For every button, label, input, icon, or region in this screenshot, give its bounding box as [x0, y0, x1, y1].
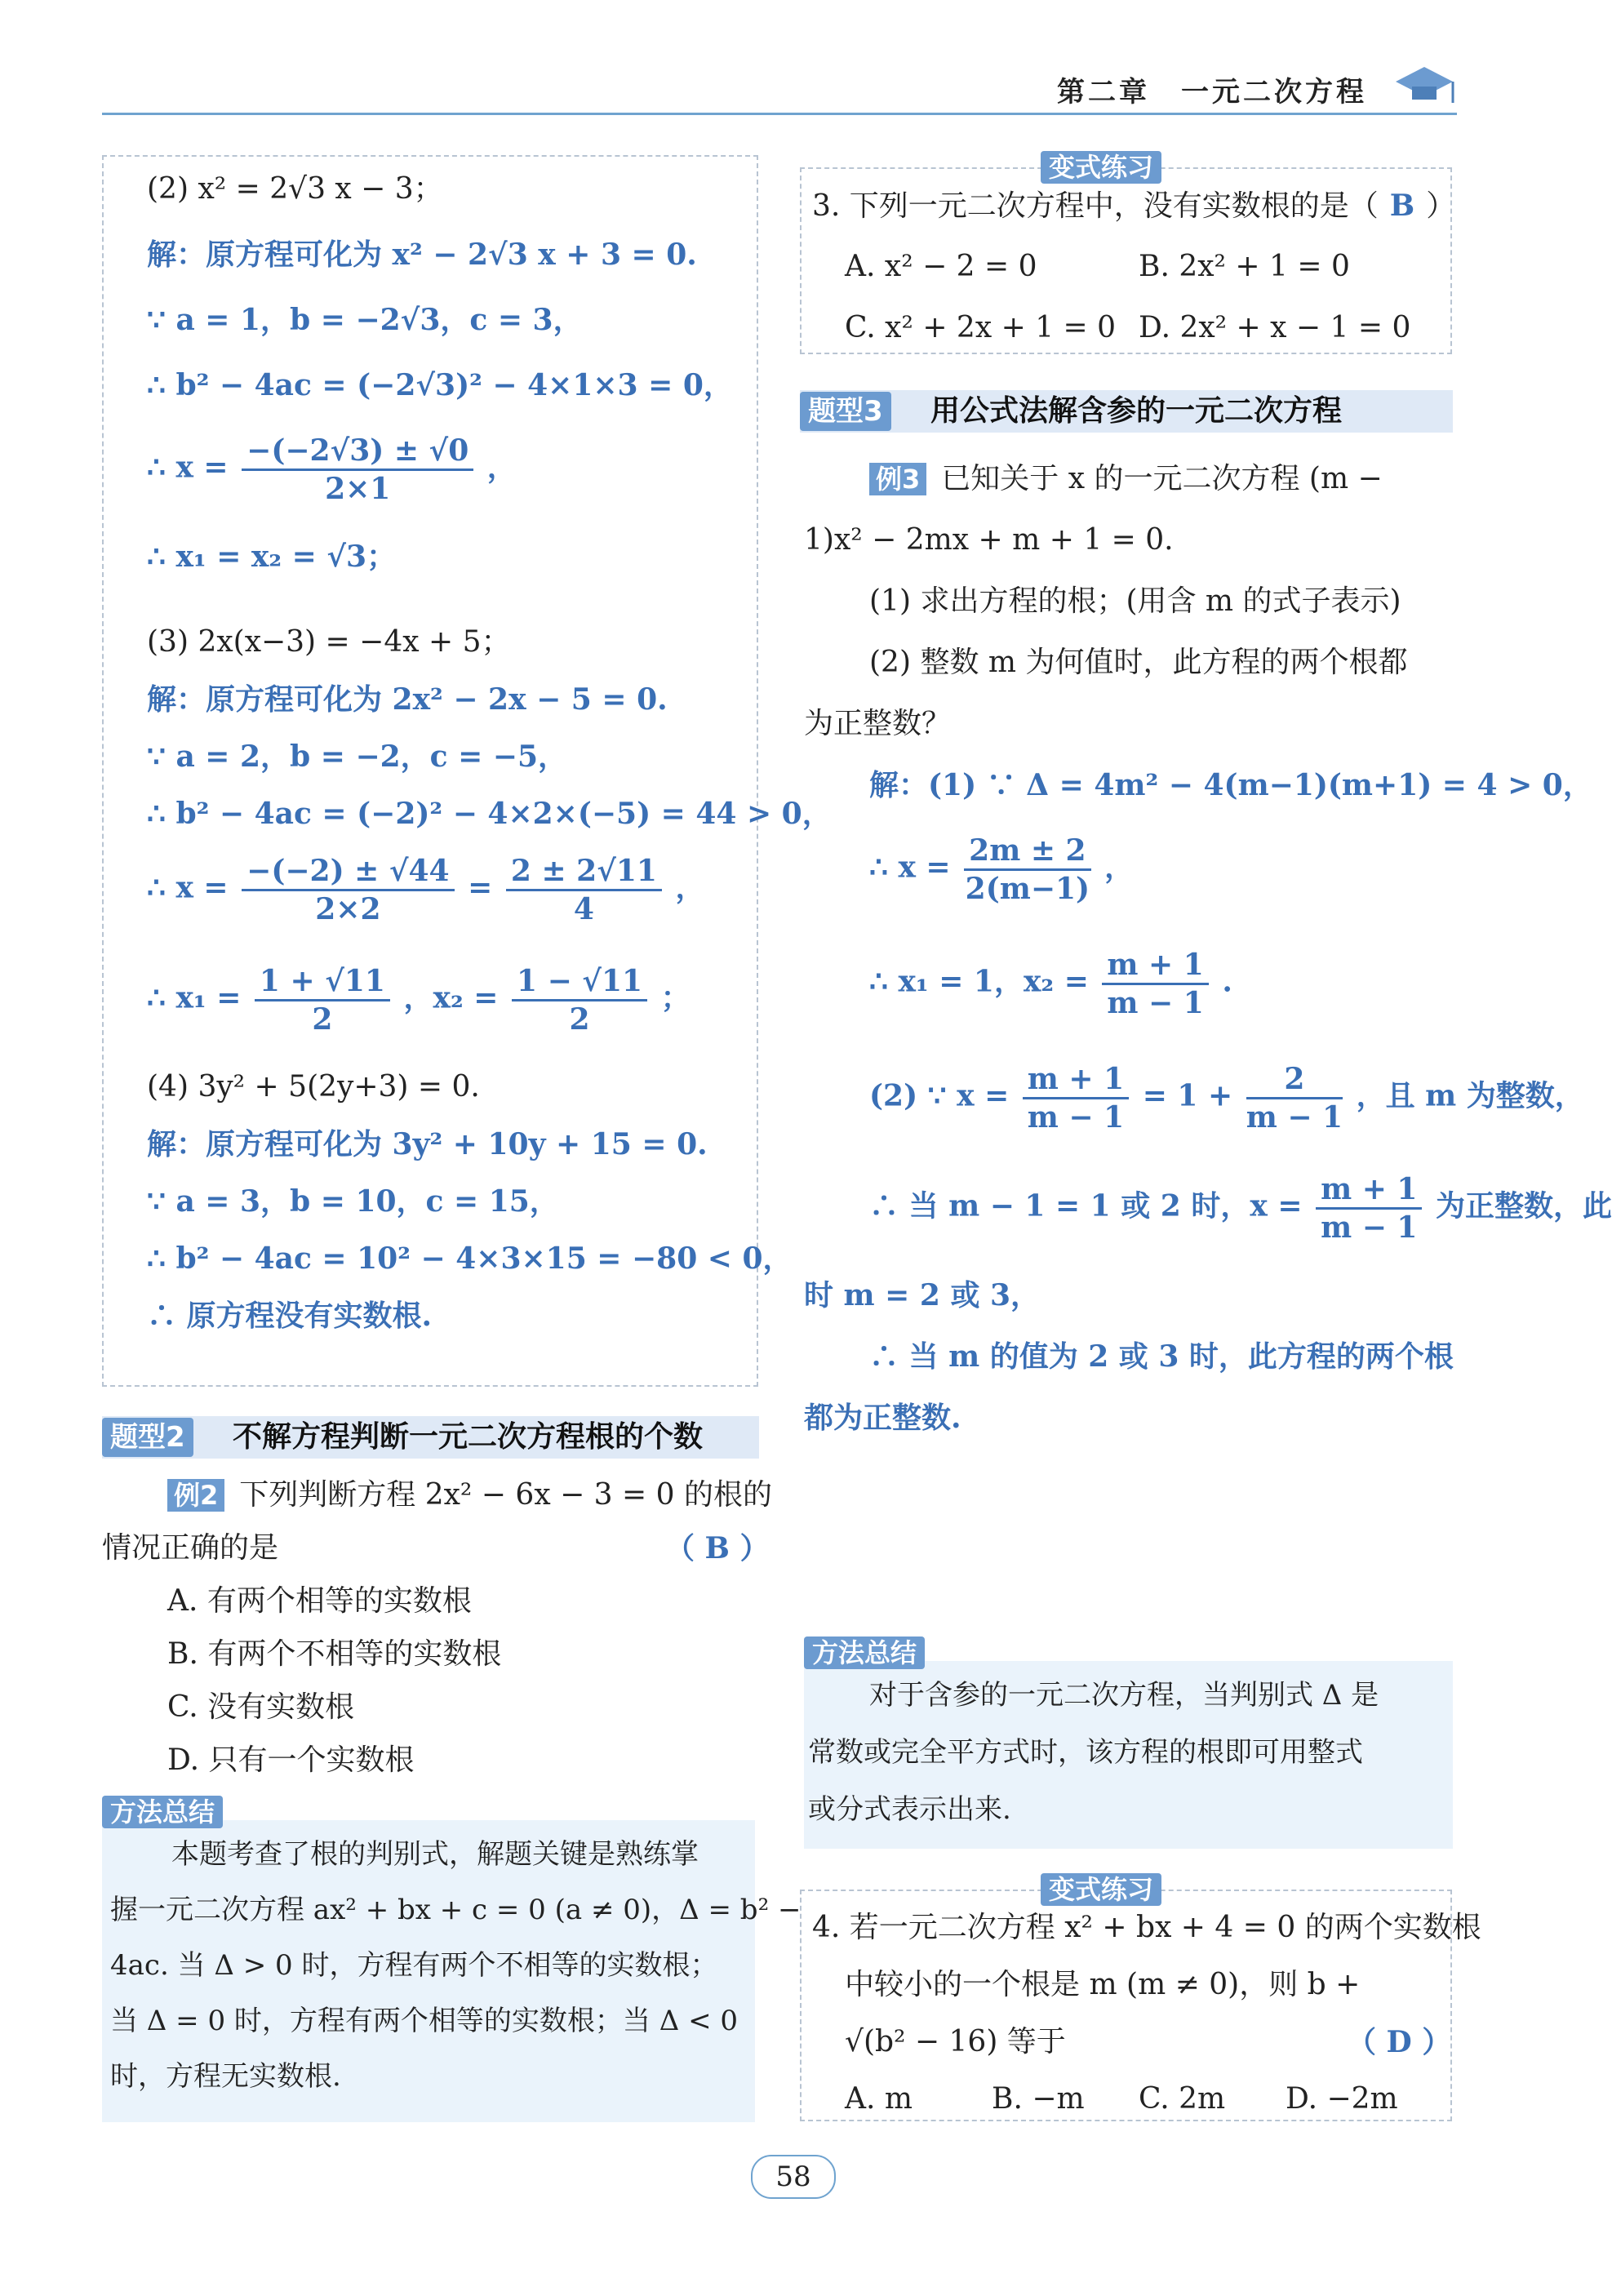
example3-s2-prefix: (2) ∵ x =	[869, 1078, 1010, 1113]
p3-frac2-denominator: 4	[573, 892, 594, 926]
variant4-option-a: A. m	[845, 2082, 913, 2116]
example3-x-numerator: 2m ± 2	[964, 833, 1090, 871]
p4-discriminant: ∴ b² − 4ac = 10² − 4×3×15 = −80 < 0，	[147, 1241, 793, 1276]
left-summary-line3: 4ac. 当 Δ > 0 时，方程有两个不相等的实数根；	[110, 1949, 718, 1982]
p3-root1-numerator: 1 + √11	[255, 963, 390, 1001]
example3-x-suffix: ，	[1104, 850, 1135, 885]
left-summary-line1: 本题考查了根的判别式，解题关键是熟练掌	[171, 1838, 699, 1871]
p2-discriminant: ∴ b² − 4ac = (−2√3)² − 4×1×3 = 0，	[147, 368, 733, 402]
example3-s5: ∴ 当 m 的值为 2 或 3 时，此方程的两个根	[869, 1339, 1454, 1374]
p3-x-prefix: ∴ x =	[147, 870, 229, 905]
example3-root-numerator: m + 1	[1102, 947, 1208, 985]
p3-frac1-numerator: −(−2) ± √44	[242, 853, 454, 891]
variant3-option-d: D. 2x² + x − 1 = 0	[1139, 311, 1411, 344]
p3-frac1-denominator: 2×2	[315, 892, 381, 926]
p4-title: (4) 3y² + 5(2y+3) = 0.	[147, 1070, 480, 1104]
type2-title: 不解方程判断一元二次方程根的个数	[233, 1420, 704, 1454]
chapter-title: 第二章 一元二次方程	[1057, 76, 1367, 109]
p3-root-prefix: ∴ x₁ =	[147, 980, 242, 1015]
p3-root2-numerator: 1 − √11	[512, 963, 647, 1001]
example2-answer: （ B ）	[665, 1531, 770, 1565]
p3-abc: ∵ a = 2，b = −2，c = −5，	[147, 739, 568, 774]
right-summary-line3: 或分式表示出来.	[808, 1793, 1011, 1826]
example2-stem-line1	[167, 1477, 772, 1513]
graduation-cap-icon	[1388, 49, 1461, 114]
left-summary-line4: 当 Δ = 0 时，方程有两个相等的实数根；当 Δ < 0	[110, 2005, 738, 2037]
left-summary-line5: 时，方程无实数根.	[110, 2060, 341, 2093]
example3-x-prefix: ∴ x =	[869, 850, 951, 885]
p3-x-suffix: ，	[675, 870, 705, 905]
example3-s6: 都为正整数.	[804, 1401, 961, 1435]
example3-s2-frac1-numerator: m + 1	[1023, 1061, 1129, 1099]
example3-root-suffix: .	[1222, 964, 1232, 999]
p2-x-numerator: −(−2√3) ± √0	[242, 433, 473, 471]
p3-root2-denominator: 2	[569, 1002, 590, 1037]
right-summary-line1: 对于含参的一元二次方程，当判别式 Δ 是	[869, 1679, 1379, 1712]
p2-abc: ∵ a = 1，b = −2√3，c = 3，	[147, 303, 583, 337]
p2-x-suffix: ，	[486, 450, 517, 485]
example3-s4: 时 m = 2 或 3，	[804, 1278, 1041, 1312]
p2-x-prefix: ∴ x =	[147, 450, 229, 485]
p2-roots: ∴ x₁ = x₂ = √3；	[147, 540, 397, 574]
p4-solution: 解：原方程可化为 3y² + 10y + 15 = 0.	[147, 1127, 708, 1161]
p2-solution: 解：原方程可化为 x² − 2√3 x + 3 = 0.	[147, 238, 697, 272]
p3-formula	[147, 853, 705, 927]
p3-title: (3) 2x(x−3) = −4x + 5；	[147, 625, 511, 659]
example3-q2b: 为正整数？	[804, 707, 952, 740]
left-summary-line2: 握一元二次方程 ax² + bx + c = 0 (a ≠ 0)，Δ = b² −	[110, 1894, 802, 1926]
example2-option-c: C. 没有实数根	[167, 1690, 355, 1724]
variant3-stem: 3. 下列一元二次方程中，没有实数根的是（	[812, 189, 1379, 223]
example3-s2-frac2-denominator: m − 1	[1246, 1100, 1343, 1135]
p3-root-suffix: ；	[660, 980, 691, 1015]
p4-abc: ∵ a = 3，b = 10，c = 15，	[147, 1184, 559, 1219]
header-rule	[102, 113, 1457, 115]
variant3-answer: B	[1389, 189, 1415, 223]
page-number: 58	[751, 2155, 836, 2199]
p3-solution: 解：原方程可化为 2x² − 2x − 5 = 0.	[147, 682, 668, 717]
example3-stem2: 1)x² − 2mx + m + 1 = 0.	[804, 523, 1174, 557]
variant4-answer: （ D ）	[1347, 2025, 1452, 2059]
example3-roots	[869, 947, 1232, 1021]
right-summary-badge: 方法总结	[804, 1637, 925, 1669]
example3-q2a: (2) 整数 m 为何值时，此方程的两个根都	[869, 646, 1408, 679]
example3-root-denominator: m − 1	[1107, 986, 1204, 1020]
example2-stem2: 情况正确的是	[102, 1531, 279, 1565]
example2-label: 例2	[167, 1479, 224, 1512]
type3-title: 用公式法解含参的一元二次方程	[930, 394, 1343, 428]
p2-formula	[147, 433, 517, 507]
right-summary-line2: 常数或完全平方式时，该方程的根即可用整式	[808, 1736, 1363, 1769]
example3-q1: (1) 求出方程的根；(用含 m 的式子表示)	[869, 584, 1401, 618]
example3-s3-denominator: m − 1	[1321, 1210, 1418, 1245]
example3-stem-line1	[869, 461, 1383, 497]
example3-root-prefix: ∴ x₁ = 1，x₂ =	[869, 964, 1089, 999]
example3-s3-suffix: 为正整数，此	[1436, 1188, 1612, 1223]
variant4-option-d: D. −2m	[1286, 2082, 1398, 2116]
type3-badge: 题型3	[800, 392, 891, 431]
example3-s2-frac2-numerator: 2	[1246, 1061, 1343, 1099]
p3-roots	[147, 963, 691, 1037]
variant3-option-c: C. x² + 2x + 1 = 0	[845, 311, 1117, 344]
variant4-q2: 中较小的一个根是 m (m ≠ 0)，则 b +	[845, 1968, 1361, 2001]
p3-discriminant: ∴ b² − 4ac = (−2)² − 4×2×(−5) = 44 > 0，	[147, 797, 832, 831]
example3-s3-numerator: m + 1	[1316, 1171, 1422, 1210]
variant4-option-b: B. −m	[992, 2082, 1085, 2116]
p3-root-middle: ，x₂ =	[403, 980, 499, 1015]
p2-x-denominator: 2×1	[325, 472, 391, 506]
example3-s3-prefix: ∴ 当 m − 1 = 1 或 2 时，x =	[869, 1188, 1303, 1223]
example2-stem1: 下列判断方程 2x² − 6x − 3 = 0 的根的	[239, 1478, 772, 1512]
example3-x-denominator: 2(m−1)	[965, 872, 1090, 906]
example3-s1: 解：(1) ∵ Δ = 4m² − 4(m−1)(m+1) = 4 > 0，	[869, 768, 1592, 802]
variant4-option-c: C. 2m	[1139, 2082, 1226, 2116]
variant4-q1: 4. 若一元二次方程 x² + bx + 4 = 0 的两个实数根	[812, 1911, 1481, 1944]
variant3-question	[812, 188, 1455, 224]
type2-badge: 题型2	[102, 1418, 193, 1457]
p3-root1-denominator: 2	[312, 1002, 333, 1037]
variant3-badge: 变式练习	[1041, 151, 1161, 184]
variant3-option-b: B. 2x² + 1 = 0	[1139, 250, 1350, 283]
example2-option-b: B. 有两个不相等的实数根	[167, 1637, 502, 1671]
example3-s2-suffix: ，且 m 为整数，	[1356, 1078, 1584, 1113]
left-summary-badge: 方法总结	[102, 1796, 223, 1828]
variant4-q3: √(b² − 16) 等于	[845, 2025, 1066, 2058]
example3-s3	[869, 1171, 1612, 1246]
example3-x-formula	[869, 833, 1134, 907]
p4-conclusion: ∴ 原方程没有实数根.	[147, 1299, 433, 1333]
example3-s2-middle: = 1 +	[1142, 1078, 1233, 1113]
p3-frac2-numerator: 2 ± 2√11	[506, 853, 662, 891]
example2-option-d: D. 只有一个实数根	[167, 1743, 415, 1777]
p3-equals: =	[468, 870, 493, 905]
p2-title: (2) x² = 2√3 x − 3；	[147, 172, 443, 206]
variant4-badge: 变式练习	[1041, 1873, 1161, 1906]
variant3-close: ）	[1426, 189, 1456, 223]
variant3-option-a: A. x² − 2 = 0	[845, 250, 1037, 283]
example2-option-a: A. 有两个相等的实数根	[167, 1584, 472, 1618]
example3-s2	[869, 1061, 1584, 1135]
example3-s2-frac1-denominator: m − 1	[1027, 1100, 1125, 1135]
example3-stem1: 已知关于 x 的一元二次方程 (m −	[941, 462, 1383, 495]
example3-label: 例3	[869, 463, 926, 495]
